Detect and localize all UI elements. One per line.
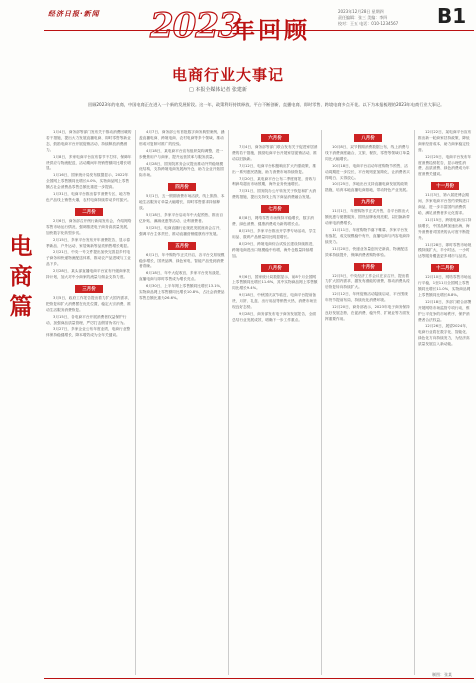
- page-header: [0, 0, 476, 55]
- event-paragraph: 2月6日，商务部召开例行新闻发布会，介绍网络零售市场运行情况，强调推进电子商务高质量发展，加快数字化转型步伐。: [46, 218, 132, 235]
- section-band: [0, 0, 40, 683]
- event-paragraph: 5月18日，多家平台启动年中大促预热，推出百亿补贴、满减优惠等活动，让利消费者。: [139, 212, 224, 223]
- event-paragraph: 11月11日，年度购物节落下帷幕，多家平台发布战报，成交规模稳中有升，直播电商与内容电商持续发力。: [325, 227, 410, 244]
- event-paragraph: 8月29日，跨境电商综合试验区建设持续推进，跨境电商进出口规模稳中有增，海外仓数量持续增加。: [232, 241, 317, 258]
- event-paragraph: 12月10日，网络零售市场运行平稳，1至11月全国网上零售额同比增长11.0%，实物商品网上零售额同比增长8.8%。: [418, 275, 472, 297]
- header-divider: [44, 30, 474, 31]
- footer-credit: 制图：张某: [432, 672, 452, 677]
- banner-review: 年回顾: [232, 17, 310, 44]
- event-paragraph: 4月18日，某电商平台宣布组织架构调整，进一步聚焦用户与商家，提升运营效率与服务质量。: [139, 148, 224, 159]
- column-divider: [228, 130, 229, 675]
- event-paragraph: 7月12日，电商平台积极响应扩大内需政策，推出一系列惠民措施，助力消费市场持续恢复。: [232, 163, 317, 174]
- event-paragraph: 11月1日，年度购物节正式开售，各平台推出大额优惠与便捷服务，国货品牌表现亮眼，以旧换新带动家电消费增长。: [325, 209, 410, 226]
- event-paragraph: 7月4日，商务部等部门联合发布关于促进家居消费的若干措施，鼓励电商平台开展家居促销活动，推动以旧换新。: [232, 145, 318, 161]
- event-paragraph: 1月4日，商务部等部门发布关于推动消费回暖的若干措施，提出大力发展直播电商、即时零售等新业态，鼓励电商平台开展促销活动，持续释放消费潜力。: [46, 130, 132, 152]
- month-heading: 五月份: [168, 242, 196, 250]
- event-paragraph: 2月21日，中央一号文件提出加快完善县乡村电子商务和快递物流配送体系，推动农产品进城与工业品下乡。: [46, 250, 131, 267]
- event-paragraph: 12月26日，展望2024年，电商行业将在数字化、智能化、绿色化方向持续发力，为经济高质量发展注入新动能。: [418, 324, 470, 347]
- event-paragraph: 6月30日，上半年网上零售额同比增长13.1%，实物商品网上零售额同比增长10.8%，占社会消费品零售总额比重为26.6%。: [139, 284, 225, 300]
- page-number: B1: [437, 4, 467, 28]
- event-paragraph: 9月6日，国家统计局数据显示，前8个月全国网上零售额同比增长11.6%，其中实物商品网上零售额同比增长9.4%。: [232, 274, 318, 291]
- event-paragraph: 6月1日，年中购物节正式开启，各平台交易规模稳步增长，国货品牌、绿色家电、智能产品受到消费者青睐。: [139, 252, 225, 269]
- event-paragraph: 3月5日，政府工作报告提出着力扩大国内需求，把恢复和扩大消费摆在优先位置，稳定大宗消费，推动生活服务消费恢复。: [46, 295, 132, 312]
- event-paragraph: 1月16日，国家统计局发布数据显示，2022年全国网上零售额同比增长4.0%，实物商品网上零售额占社会消费品零售总额比重进一步提高。: [46, 173, 130, 190]
- month-heading: 九月份: [354, 198, 382, 206]
- event-paragraph: 10月8日，双节假期消费数据公布，线上消费与线下消费深度融合，文旅、餐饮、零售等领域订单量同比大幅增长。: [325, 145, 410, 161]
- month-heading: 八月份: [261, 264, 289, 272]
- event-paragraph: 10月25日，多地出台支持直播电商发展的政策措施，培育本地直播电商基地，带动特色产业发展。: [325, 182, 410, 193]
- event-paragraph: 1月31日，电商平台推出春节消费专区，地方特色产品线上销售火爆，农村电商持续带动乡村振兴。: [46, 192, 131, 202]
- event-paragraph: 1月8日，多家电商平台宣布春节不打烊，保障年货供应与物流配送，活动期间年货销售额同比增长明显。: [46, 154, 132, 171]
- article-column: [418, 130, 472, 675]
- article-column: [232, 130, 318, 675]
- event-paragraph: 12月25日，电商平台发布年度消费趋势报告，显示理性消费、品质消费、绿色消费成为年度消费关键词。: [418, 154, 472, 177]
- event-paragraph: 5月25日，电商直播行业规范发展座谈会召开，强调平台主体责任，推动直播营销健康有序发展。: [139, 225, 224, 236]
- article-column: [139, 130, 225, 675]
- header-info-line: 校对：王五 电话：010-1234567: [338, 21, 399, 26]
- section-label: 电商篇: [9, 233, 33, 320]
- footer-divider: [44, 678, 474, 679]
- event-paragraph: 12月5日，中央经济工作会议在京召开，提出着力扩大国内需求，激发有潜能的消费，推动消费从疫后恢复转向持续扩大。: [325, 273, 410, 290]
- event-paragraph: 7月31日，国务院办公厅转发关于恢复和扩大消费的措施，提出支持线上线下商品消费融合发展。: [232, 189, 317, 200]
- event-paragraph: 12月12日，年终促销活动陆续启动，平台围绕年货节提前布局，持续优化消费环境。: [325, 292, 408, 303]
- month-heading: 十二月份: [431, 264, 459, 272]
- month-heading: 六月份: [261, 134, 289, 142]
- event-paragraph: 3月27日，多家企业公布年度业绩，电商行业整体保持稳健增长，降本增效成为全年关键词。: [46, 327, 131, 338]
- month-heading: 七月份: [261, 205, 289, 213]
- month-heading: 十月份: [354, 263, 382, 271]
- event-paragraph: 11月15日，跨境电商出口持续增长，中国品牌加速出海，海外消费者对国货的认可度不断提升。: [418, 217, 472, 240]
- event-paragraph: 3月15日，各电商平台开展消费者权益保护行动，加强商品质量管理，严厉打击假冒伪劣行为。: [46, 314, 128, 325]
- event-paragraph: 12月20日，商务部表示，2023年电子商务保持良好发展态势，在促消费、稳外贸、扩就业等方面发挥重要作用。: [325, 305, 410, 321]
- column-divider: [414, 130, 415, 675]
- column-divider: [321, 130, 322, 675]
- event-paragraph: 8月15日，多家平台推出开学季专场活动，学生用品、数码产品销量同比明显增长。: [232, 228, 317, 239]
- article-column: [325, 130, 411, 675]
- event-paragraph: 11月3日，第六届进博会期间，多家电商平台签约采购进口商品，进一步丰富国内消费供给，满足消费者多元化需求。: [418, 193, 470, 215]
- article-title: 电商行业大事记: [172, 66, 285, 84]
- article-lead: 回顾2023年的电商，中国电商正在进入一个新的发展阶段。这一年，政策利好持续释放，平台不断创新，直播电商、即时零售、跨境电商多点开花。以下为本报梳理的2023年电商行业大事记。: [88, 102, 445, 107]
- event-paragraph: 7月20日，某电商平台公布二季度财报，营收与利润均超出市场预期，海外业务快速增长。: [232, 176, 317, 187]
- article-byline: □ 本报全媒体记者 张建新: [189, 87, 247, 93]
- event-paragraph: 9月18日，中秋国庆双节临近，电商平台提前备货，月饼、礼盒、出行用品等销售火热，消费市场呈现良好态势。: [232, 293, 317, 310]
- event-paragraph: 9月28日，商务部发布电子商务发展报告，全面总结行业发展成效，明确下一步工作重点。: [232, 311, 317, 322]
- event-paragraph: 8月8日，网络零售市场保持平稳增长，数字消费、绿色消费、健康消费成为新的增长点。: [232, 216, 314, 227]
- month-heading: 十一月份: [431, 182, 459, 190]
- event-paragraph: 12月18日，多部门联合部署开展网络市场监管专项行动，维护公平竞争的市场秩序，保护消费者合法权益。: [418, 299, 472, 322]
- event-paragraph: 11月28日，即时零售市场规模持续扩大，半小时达、一小时达等服务覆盖更多城市与品类。: [418, 242, 472, 259]
- month-heading: 二月份: [75, 208, 103, 216]
- header-info-line: 2023年12月28日 星期四: [338, 9, 384, 14]
- event-paragraph: 2月15日，多家平台发布开年消费报告，显示春季新品、户外运动、家居焕新等品类销售增长明显。: [46, 237, 131, 248]
- event-paragraph: 5月1日，五一假期消费市场活跃，线上旅游、本地生活服务订单量大幅增长，即时零售需求持续释放。: [139, 194, 225, 211]
- article-column: [46, 130, 132, 675]
- month-heading: 三月份: [75, 285, 103, 293]
- paper-name: 经济日报·新闻: [48, 10, 100, 18]
- event-paragraph: 4月7日，商务部公布首批数字商务典型案例，涵盖直播电商、跨境电商、农村电商等多个领域，推动形成可复制可推广的经验。: [139, 130, 225, 146]
- event-paragraph: 4月28日，国务院常务会议提出推动外贸稳规模优结构，支持跨境电商发展海外仓，助力企业开拓国际市场。: [139, 161, 224, 178]
- event-paragraph: 6月18日，年中大促收官，多家平台发布战报，直播电商与即时零售成为增长亮点。: [139, 271, 224, 282]
- event-paragraph: 12月22日，某电商平台宣布推出新一轮商家扶持政策，降低商家经营成本，助力商家稳定经营。: [418, 130, 472, 152]
- header-info-line: 责任编辑：张三 美编：李四: [338, 15, 388, 20]
- banner-year: 2023: [150, 6, 241, 46]
- event-paragraph: 2月28日，某头部直播电商平台宣布升级商家扶持计划，加大对中小商家的流量与佣金支持力度。: [46, 269, 131, 280]
- header-info: [338, 9, 398, 27]
- month-heading: 四月份: [168, 183, 196, 191]
- event-paragraph: 11月20日，快递业务量创历史新高，物流配送效率持续提升，保障消费者购物体验。: [325, 246, 408, 257]
- month-heading: 八月份: [354, 134, 382, 142]
- event-paragraph: 10月18日，电商平台启动年度购物节预售，活动周期进一步拉长，平台规则更加简化，让消费者买得明白、买得放心。: [325, 163, 410, 180]
- column-divider: [135, 130, 136, 675]
